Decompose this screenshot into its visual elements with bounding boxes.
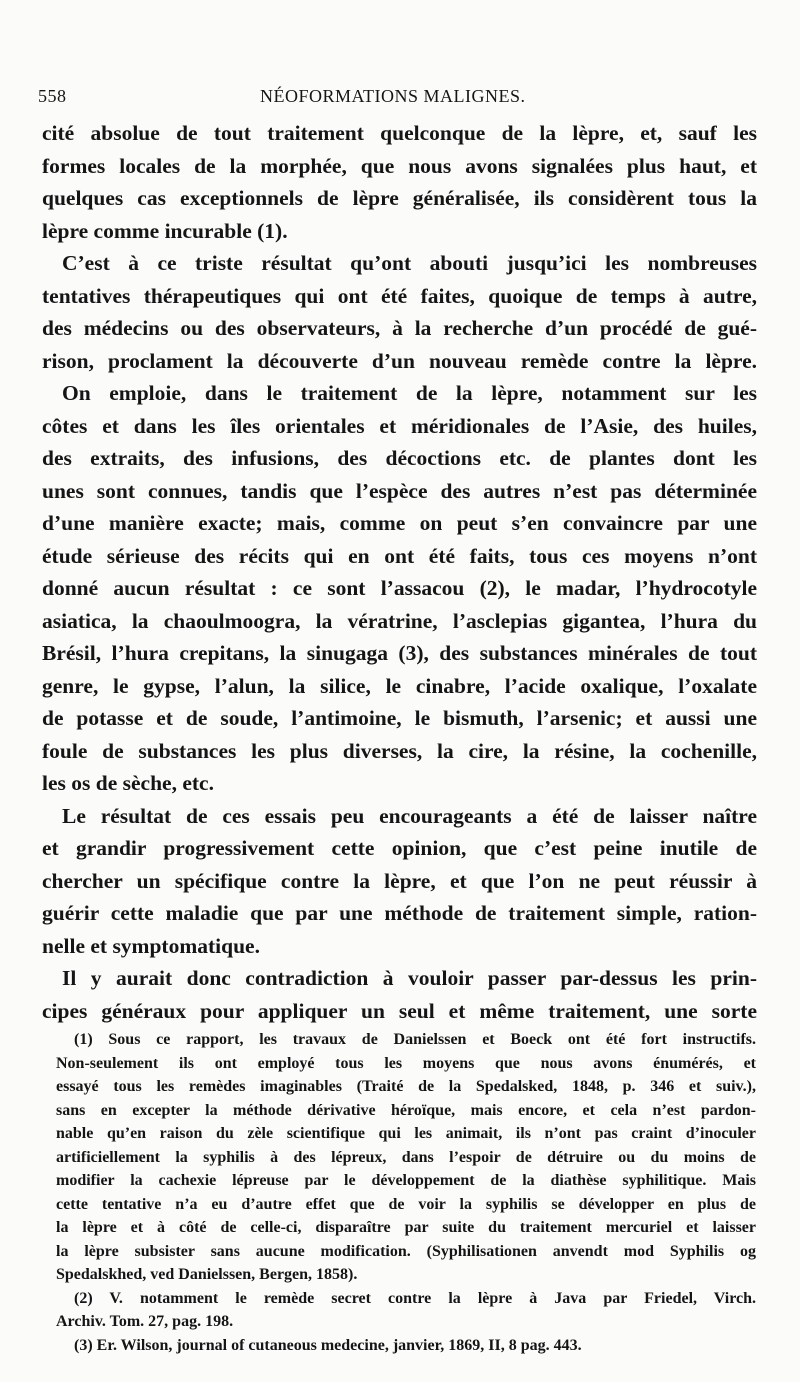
running-title: NÉOFORMATIONS MALIGNES.: [260, 86, 526, 106]
text-line: asiatica, la chaoulmoogra, la vératrine, l’asclepias gigantea, l’hura du: [42, 608, 757, 633]
footnote-line: essayé tous les remèdes imaginables (Traité de la Spedalsked, 1848, p. 346 et suiv.),: [56, 1078, 756, 1095]
page-header: [38, 86, 778, 112]
footnote-line: Archiv. Tom. 27, pag. 198.: [56, 1313, 234, 1330]
footnote-line: nable qu’en raison du zèle scientifique qui les animait, ils n’ont pas craint d’inoculer: [56, 1125, 756, 1142]
footnote-line: (2) V. notamment le remède secret contre la lèpre à Java par Friedel, Virch.: [74, 1289, 756, 1307]
footnote-line: artificiellement la syphilis à des lépreux, dans l’espoir de détruire ou du moins de: [56, 1148, 756, 1166]
text-line: lèpre comme incurable (1).: [42, 218, 288, 243]
footnote-line: (1) Sous ce rapport, les travaux de Danielssen et Boeck ont été fort instructifs.: [74, 1031, 756, 1048]
footnote-line: Non-seulement ils ont employé tous les moyens que nous avons énumérés, et: [56, 1054, 756, 1072]
text-line: donné aucun résultat : ce sont l’assacou (2), le madar, l’hydrocotyle: [42, 576, 757, 600]
footnote-line: Spedalskhed, ved Danielssen, Bergen, 1858).: [56, 1266, 358, 1283]
footnote-line: la lèpre et à côté de celle-ci, disparaître par suite du traitement mercuriel et laisser: [56, 1219, 756, 1236]
page-number: 558: [38, 86, 67, 106]
text-line: Brésil, l’hura crepitans, la sinugaga (3), des substances minérales de tout: [42, 641, 757, 665]
text-line: d’une manière exacte; mais, comme on peut s’en convaincre par une: [42, 511, 757, 535]
text-line: cipes généraux pour appliquer un seul et même traitement, une sorte: [42, 998, 757, 1023]
text-line: les os de sèche, etc.: [42, 771, 214, 795]
text-line: chercher un spécifique contre la lèpre, et que l’on ne peut réussir à: [42, 868, 757, 893]
text-line: On emploie, dans le traitement de la lèpre, notamment sur les: [62, 381, 757, 405]
text-line: nelle et symptomatique.: [42, 933, 260, 958]
text-line: étude sérieuse des récits qui en ont été faits, tous ces moyens n’ont: [42, 543, 757, 568]
main-text: [42, 117, 757, 1027]
text-line: Il y aurait donc contradiction à vouloir passer par-dessus les prin-: [62, 966, 757, 990]
footnote-line: sans en excepter la méthode dérivative héroïque, mais encore, et cela n’est pardon-: [56, 1101, 756, 1119]
text-line: et grandir progressivement cette opinion, que c’est peine inutile de: [42, 836, 757, 860]
text-line: C’est à ce triste résultat qu’ont abouti jusqu’ici les nombreuses: [62, 251, 757, 275]
footnotes: [56, 1028, 756, 1357]
text-line: genre, le gypse, l’alun, la silice, le cinabre, l’acide oxalique, l’oxalate: [42, 673, 757, 698]
text-line: formes locales de la morphée, que nous avons signalées plus haut, et: [42, 153, 757, 178]
text-line: des extraits, des infusions, des décoctions etc. de plantes dont les: [42, 446, 757, 470]
text-line: des médecins ou des observateurs, à la recherche d’un procédé de gué-: [42, 316, 757, 340]
footnote-line: cette tentative n’a eu d’autre effet que de voir la syphilis se développer en plus de: [56, 1195, 756, 1213]
text-line: tentatives thérapeutiques qui ont été faites, quoique de temps à autre,: [42, 283, 757, 308]
text-line: guérir cette maladie que par une méthode de traitement simple, ration-: [42, 901, 757, 925]
footnote-line: la lèpre subsister sans aucune modification. (Syphilisationen anvendt mod Syphilis og: [56, 1242, 756, 1260]
text-line: cité absolue de tout traitement quelconque de la lèpre, et, sauf les: [42, 121, 757, 145]
text-line: quelques cas exceptionnels de lèpre généralisée, ils considèrent tous la: [42, 186, 757, 210]
text-line: côtes et dans les îles orientales et méridionales de l’Asie, des huiles,: [42, 413, 757, 438]
text-line: rison, proclament la découverte d’un nouveau remède contre la lèpre.: [42, 348, 757, 373]
text-line: Le résultat de ces essais peu encourageants a été de laisser naître: [62, 803, 757, 828]
text-line: foule de substances les plus diverses, la cire, la résine, la cochenille,: [42, 738, 757, 763]
footnote-line: modifier la cachexie lépreuse par le développement de la diathèse syphilitique. Mais: [56, 1172, 756, 1189]
text-line: unes sont connues, tandis que l’espèce des autres n’est pas déterminée: [42, 478, 757, 503]
text-line: de potasse et de soude, l’antimoine, le bismuth, l’arsenic; et aussi une: [42, 706, 757, 730]
footnote-line: (3) Er. Wilson, journal of cutaneous medecine, janvier, 1869, II, 8 pag. 443.: [74, 1336, 582, 1354]
